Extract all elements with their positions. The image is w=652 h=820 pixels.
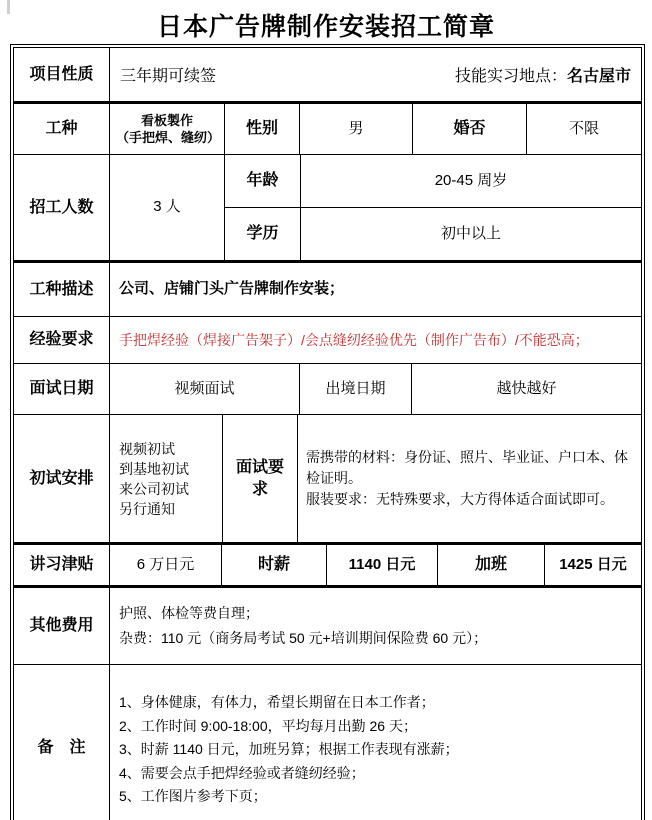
- project-nature-label: 项目性质: [29, 65, 94, 83]
- row-experience: [14, 316, 641, 363]
- headcount-label: 招工人数: [29, 198, 94, 216]
- experience-label: 经验要求: [29, 331, 94, 349]
- page-title: 日本广告牌制作安装招工简章: [156, 13, 495, 41]
- gender-value: 男: [299, 104, 412, 154]
- marriage-value: 不限: [526, 104, 641, 154]
- hourly-wage-label: 时薪: [221, 545, 326, 585]
- training-location-label: 技能实习地点：: [454, 68, 567, 85]
- recruitment-table: [10, 44, 645, 820]
- other-fees-cell: [109, 588, 641, 664]
- row-other-fees: [14, 585, 641, 664]
- interview-req-materials: 需携带的材料：身份证、照片、毕业证、户口本、体检证明。: [306, 449, 628, 486]
- age-education-group: [224, 155, 641, 260]
- job-type-name-line1: 看板製作: [140, 113, 193, 128]
- remark-item: 4、需要会点手把焊经验或者缝纫经验；: [119, 764, 365, 781]
- job-type-label: 工种: [45, 120, 78, 138]
- departure-date-value: 越快越好: [411, 364, 641, 414]
- job-description-value: 公司、店铺门头广告牌制作安装；: [109, 263, 641, 316]
- row-first-test: [14, 414, 641, 542]
- row-job-type: [14, 101, 641, 154]
- education-value: 初中以上: [300, 208, 641, 260]
- first-test-step: 另行通知: [119, 500, 175, 517]
- training-location: [455, 63, 631, 86]
- interview-date-label: 面试日期: [29, 380, 94, 398]
- experience-value: 手把焊经验（焊接广告架子）/会点缝纫经验优先（制作广告布）/不能恐高；: [109, 317, 641, 363]
- marriage-label: 婚否: [412, 104, 526, 154]
- scan-artifact: [7, 0, 10, 14]
- education-row: [225, 207, 641, 260]
- training-location-value: 名古屋市: [566, 68, 631, 85]
- interview-req-label: 面试要求: [222, 415, 297, 542]
- interview-date-value: 视频面试: [109, 364, 299, 414]
- other-fees-label: 其他费用: [29, 617, 94, 635]
- project-nature-cell: [109, 48, 641, 101]
- row-remarks: [14, 664, 641, 820]
- interview-req-dresscode: 服装要求：无特殊要求，大方得体适合面试即可。: [306, 491, 614, 507]
- row-project-nature: [14, 48, 641, 101]
- job-type-name-line2: （手把焊、缝纫）: [116, 130, 221, 145]
- first-test-steps: [109, 415, 222, 542]
- remarks-label: 备 注: [37, 739, 86, 757]
- row-headcount: [14, 154, 641, 260]
- project-nature-value: 三年期可续签: [120, 68, 217, 85]
- headcount-value: 3 人: [109, 155, 224, 260]
- allowance-value: 6 万日元: [109, 545, 221, 585]
- overtime-value: 1425 日元: [544, 545, 641, 585]
- row-job-description: [14, 260, 641, 316]
- age-label: 年龄: [246, 172, 279, 190]
- education-label: 学历: [246, 225, 279, 243]
- age-row: [225, 155, 641, 207]
- departure-date-label: 出境日期: [299, 364, 411, 414]
- remark-item: 5、工作图片参考下页；: [119, 788, 267, 804]
- first-test-step: 来公司初试: [119, 480, 189, 497]
- first-test-label: 初试安排: [29, 469, 94, 487]
- overtime-label: 加班: [437, 545, 544, 585]
- row-allowance: [14, 542, 641, 585]
- gender-label: 性别: [224, 104, 299, 154]
- remark-item: 3、时薪 1140 日元，加班另算；根据工作表现有涨薪；: [119, 741, 459, 757]
- row-interview-date: [14, 363, 641, 414]
- remark-item: 1、身体健康，有体力，希望长期留在日本工作者；: [119, 694, 435, 710]
- job-type-name-cell: [109, 104, 224, 154]
- age-value: 20-45 周岁: [300, 155, 641, 207]
- hourly-wage-value: 1140 日元: [326, 545, 437, 585]
- other-fees-line2: 杂费：110 元（商务局考试 50 元+培训期间保险费 60 元）；: [119, 630, 488, 646]
- first-test-step: 到基地初试: [119, 460, 189, 477]
- allowance-label: 讲习津贴: [29, 556, 94, 574]
- first-test-step: 视频初试: [119, 440, 175, 457]
- remark-item: 2、工作时间 9:00-18:00，平均每月出勤 26 天；: [119, 717, 417, 734]
- other-fees-line1: 护照、体检等费自理；: [119, 605, 259, 621]
- remarks-cell: [109, 665, 641, 820]
- interview-req-cell: [297, 415, 641, 542]
- job-description-label: 工种描述: [29, 280, 94, 298]
